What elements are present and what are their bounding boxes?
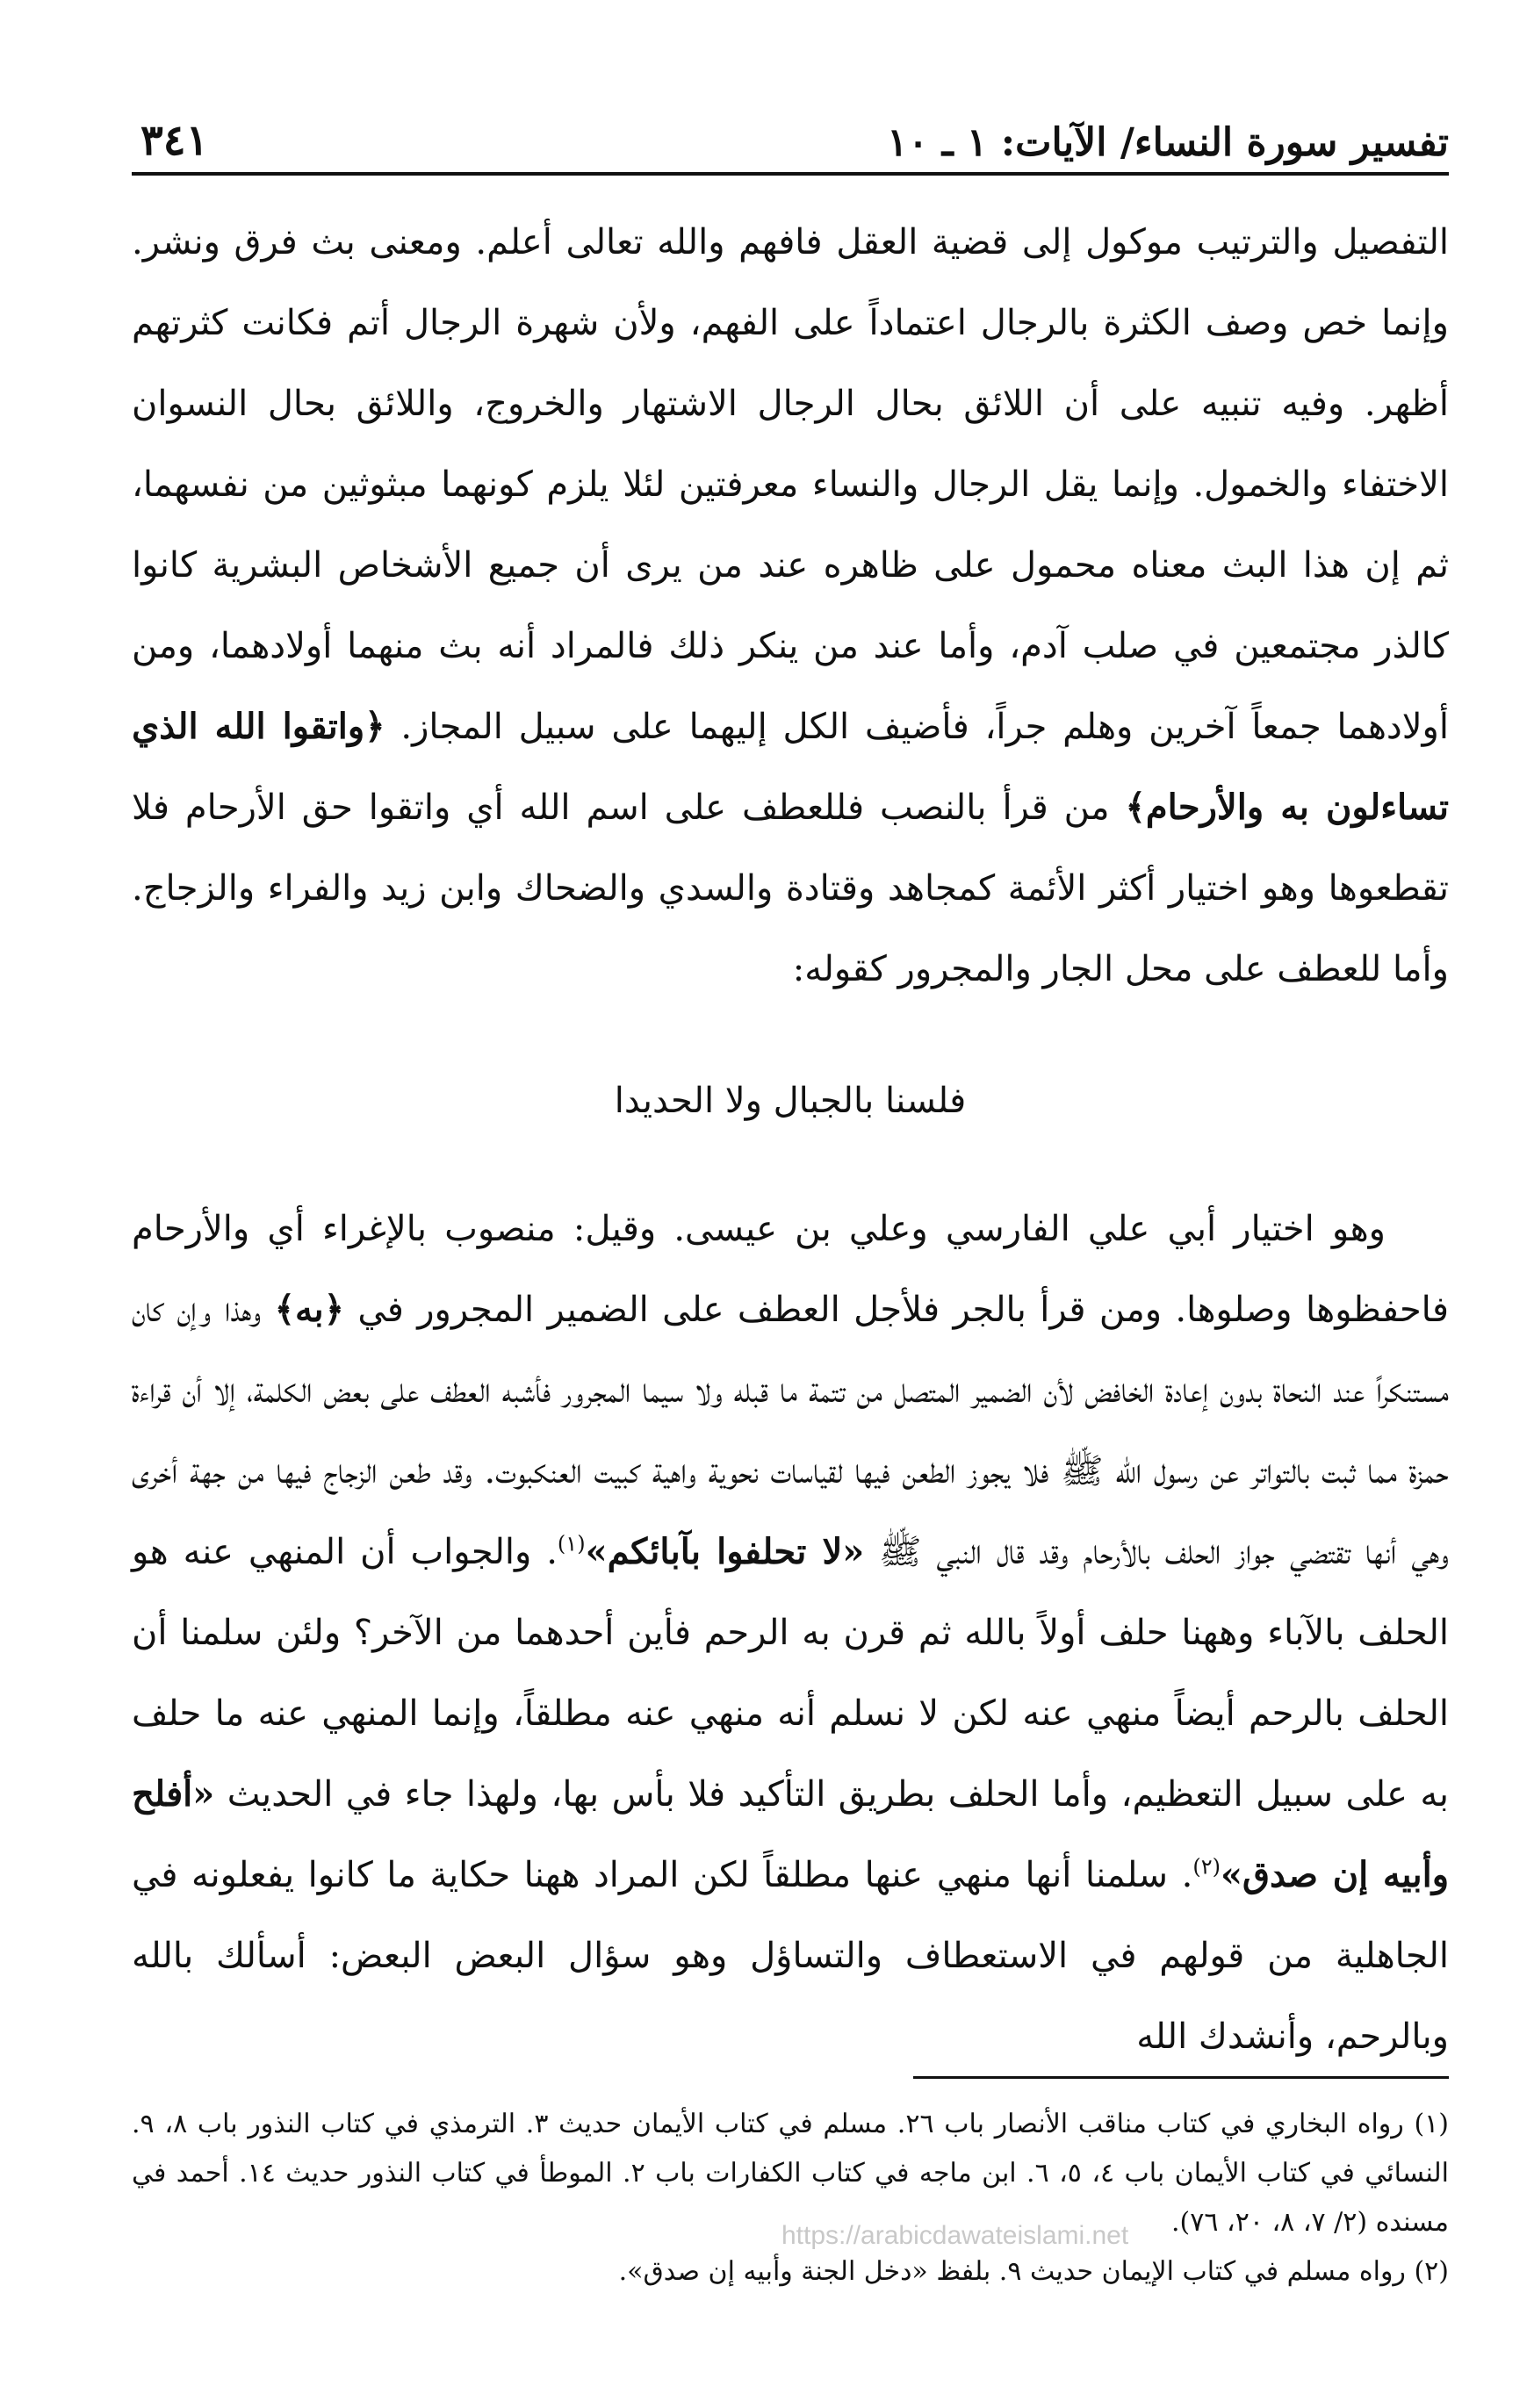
paragraph-2-text-b: وهذا وإن كان مستنكراً عند النحاة بدون إعادة الخافض لأن الضمير المتصل من تتمة ما قبله ولا سيما المجرور فأشبه العطف على بعض الكلمة، إلا أن قراءة حمزة مما ثبت بالتواتر عن رسول الله ﷺ فلا يجوز الطعن فيها لقياسات نحوية واهية كبيت العنكبوت. وقد طعن الزجاج فيها من جهة أخرى وهي أنها تقتضي جواز الحلف بالأرحام وقد قال النبي ﷺ (132, 1290, 1449, 1572)
footnote-divider (913, 2076, 1449, 2079)
running-title: تفسير سورة النساء/ الآيات: ١ ـ ١٠ (887, 120, 1449, 165)
paragraph-2 (132, 1189, 1449, 2077)
footnotes (132, 2100, 1449, 2297)
page-number: ٣٤١ (140, 116, 209, 165)
footnote-1: (١) رواه البخاري في كتاب مناقب الأنصار باب ٢٦. مسلم في كتاب الأيمان حديث ٣. الترمذي في كتاب النذور باب ٨، ٩. النسائي في كتاب الأيمان باب ٤، ٥، ٦. ابن ماجه في كتاب الكفارات باب ٢. الموطأ في كتاب النذور حديث ١٤. أحمد في مسنده (٢/ ٧، ٨، ٢٠، ٧٦). (132, 2109, 1450, 2238)
poem-verse: فلسنا بالجبال ولا الحديدا (614, 1081, 967, 1121)
paragraph-1 (132, 202, 1449, 1010)
footnote-ref-2: (٢) (1192, 1854, 1221, 1880)
footnote-ref-1: (١) (557, 1531, 586, 1556)
book-page (132, 97, 1449, 2379)
paragraph-2-text-c: . والجواب أن المنهي عنه هو الحلف بالآباء وههنا حلف أولاً بالله ثم قرن به الرحم فأين أحدهما من الآخر؟ ولئن سلمنا أن الحلف بالرحم أيضاً منهي عنه لكن لا نسلم أنه منهي عنه مطلقاً، وإنما المنهي عنه ما حلف به على سبيل التعظيم، وأما الحلف بطريق التأكيد فلا بأس بها، ولهذا جاء في الحديث (132, 1532, 1450, 1815)
main-text (132, 202, 1449, 2077)
paragraph-2-text-d: . سلمنا أنها منهي عنها مطلقاً لكن المراد ههنا حكاية ما كانوا يفعلونه في الجاهلية من قولهم في الاستعطاف والتساؤل وهو سؤال البعض البعض: أسألك بالله وبالرحم، وأنشدك الله (132, 1855, 1449, 2057)
quran-word-bih: ﴿به﴾ (274, 1289, 345, 1330)
watermark-url: https://arabicdawateislami.net (781, 2221, 1129, 2250)
paragraph-1-text-b: من قرأ بالنصب فللعطف على اسم الله أي واتقوا حق الأرحام فلا تقطعوها وهو اختيار أكثر الأئمة كمجاهد وقتادة والسدي والضحاك وابن زيد والفراء والزجاج. وأما للعطف على محل الجار والمجرور كقوله: (132, 787, 1449, 989)
hadith-quote-2: «أفلح وأبيه إن صدق» (132, 1773, 1450, 1895)
page-header (132, 97, 1449, 176)
quran-quote: ﴿واتقوا الله الذي تساءلون به والأرحام﴾ (132, 706, 1450, 828)
footnote-2: (٢) رواه مسلم في كتاب الإيمان حديث ٩. بلفظ «دخل الجنة وأبيه إن صدق». (618, 2256, 1449, 2287)
paragraph-1-text-a: التفصيل والترتيب موكول إلى قضية العقل فافهم والله تعالى أعلم. ومعنى بث فرق ونشر. وإنما خص وصف الكثرة بالرجال اعتماداً على الفهم، ولأن شهرة الرجال أتم فكانت كثرتهم أظهر. وفيه تنبيه على أن اللائق بحال الرجال الاشتهار والخروج، واللائق بحال النسوان الاختفاء والخمول. وإنما يقل الرجال والنساء معرفتين لئلا يلزم كونهما مبثوثين من نفسهما، ثم إن هذا البث معناه محمول على ظاهره عند من يرى أن جميع الأشخاص البشرية كانوا كالذر مجتمعين في صلب آدم، وأما عند من ينكر ذلك فالمراد أنه بث منهما أولادهما، ومن أولادهما جمعاً آخرين وهلم جراً، فأضيف الكل إليهما على سبيل المجاز. (132, 222, 1449, 747)
paragraph-2-text-a: وهو اختيار أبي علي الفارسي وعلي بن عيسى. وقيل: منصوب بالإغراء أي والأرحام فاحفظوها وصلوها. ومن قرأ بالجر فلأجل العطف على الضمير المجرور في (132, 1209, 1449, 1330)
hadith-quote-1: «لا تحلفوا بآبائكم» (585, 1531, 865, 1572)
